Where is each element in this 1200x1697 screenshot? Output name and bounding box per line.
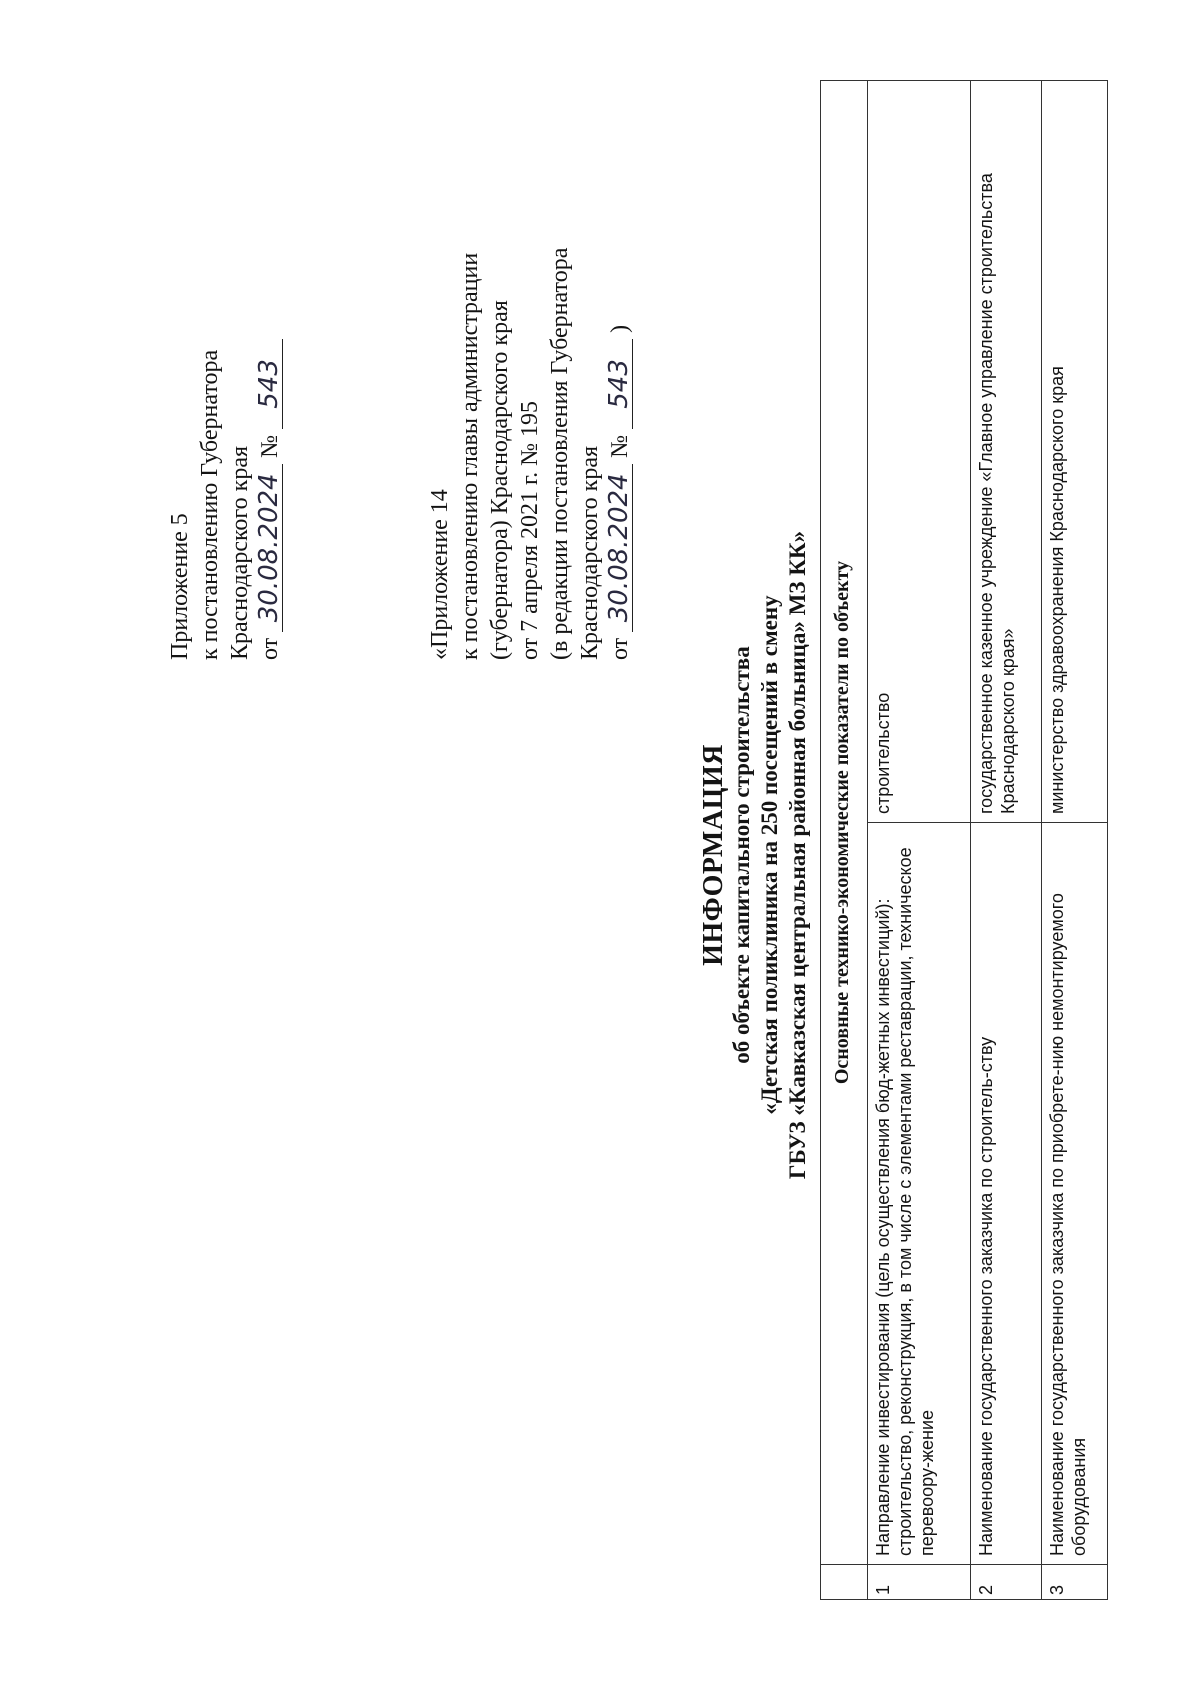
number-prefix: № bbox=[257, 434, 283, 458]
document-sheet bbox=[60, 90, 1089, 1620]
document-heading bbox=[700, 90, 812, 1620]
table-row bbox=[868, 81, 971, 1600]
appendix-14-line: (губернатора) Краснодарского края bbox=[487, 300, 513, 660]
appendix-14-line: Краснодарского края bbox=[577, 445, 603, 660]
heading-line: «Детская поликлиника на 250 посещений в смену bbox=[757, 595, 782, 1115]
handwritten-number: 543 bbox=[256, 339, 283, 429]
row-number: 3 bbox=[1042, 1565, 1108, 1600]
table-header: Основные технико-экономические показатели по объекту bbox=[821, 81, 868, 1565]
appendix-5-date-line bbox=[255, 339, 285, 660]
appendix-5-line: к постановлению Губернатора bbox=[197, 349, 223, 660]
table-row bbox=[1042, 81, 1108, 1600]
appendix-14-line: от 7 апреля 2021 г. № 195 bbox=[517, 400, 543, 660]
handwritten-date: 30.08.2024 bbox=[256, 464, 283, 632]
indicators-table bbox=[820, 80, 1108, 1600]
row-number: 1 bbox=[868, 1565, 971, 1600]
appendix-14-date-line bbox=[605, 248, 635, 660]
appendix-5-line: Краснодарского края bbox=[227, 445, 253, 660]
appendix-5-block bbox=[165, 339, 285, 660]
row-label: Наименование государственного заказчика по приобрете-нию немонтируемого оборудования bbox=[1042, 823, 1108, 1565]
row-value: строительство bbox=[868, 81, 971, 823]
appendix-14-title: «Приложение 14 bbox=[427, 489, 453, 660]
appendix-5-title: Приложение 5 bbox=[167, 513, 193, 660]
heading-line: об объекте капитального строительства bbox=[729, 646, 754, 1064]
row-value: государственное казенное учреждение «Главное управление строительства Краснодарского края» bbox=[971, 81, 1042, 823]
date-prefix: от bbox=[257, 637, 283, 660]
heading-title: ИНФОРМАЦИЯ bbox=[698, 744, 729, 966]
row-label: Направление инвестирования (цель осуществления бюд-жетных инвестиций): строительство, реконструкция, в том числе с элементами реставрации, техническое перевоору-жение bbox=[868, 823, 971, 1565]
number-prefix: № bbox=[607, 434, 633, 458]
appendix-14-block bbox=[425, 248, 635, 660]
row-label: Наименование государственного заказчика по строитель-ству bbox=[971, 823, 1042, 1565]
handwritten-number: 543 bbox=[606, 339, 633, 429]
appendix-14-line: к постановлению главы администрации bbox=[457, 252, 483, 660]
header-number-cell bbox=[821, 1565, 868, 1600]
table-header-row bbox=[821, 81, 868, 1600]
date-prefix: от bbox=[607, 637, 633, 660]
heading-line: ГБУЗ «Кавказская центральная районная больница» МЗ КК» bbox=[785, 530, 810, 1180]
table-row bbox=[971, 81, 1042, 1600]
appendix-14-line: (в редакции постановления Губернатора bbox=[547, 247, 573, 660]
closing-parenthesis: ) bbox=[607, 324, 633, 333]
row-number: 2 bbox=[971, 1565, 1042, 1600]
handwritten-date: 30.08.2024 bbox=[606, 464, 633, 632]
row-value: министерство здравоохранения Краснодарского края bbox=[1042, 81, 1108, 823]
